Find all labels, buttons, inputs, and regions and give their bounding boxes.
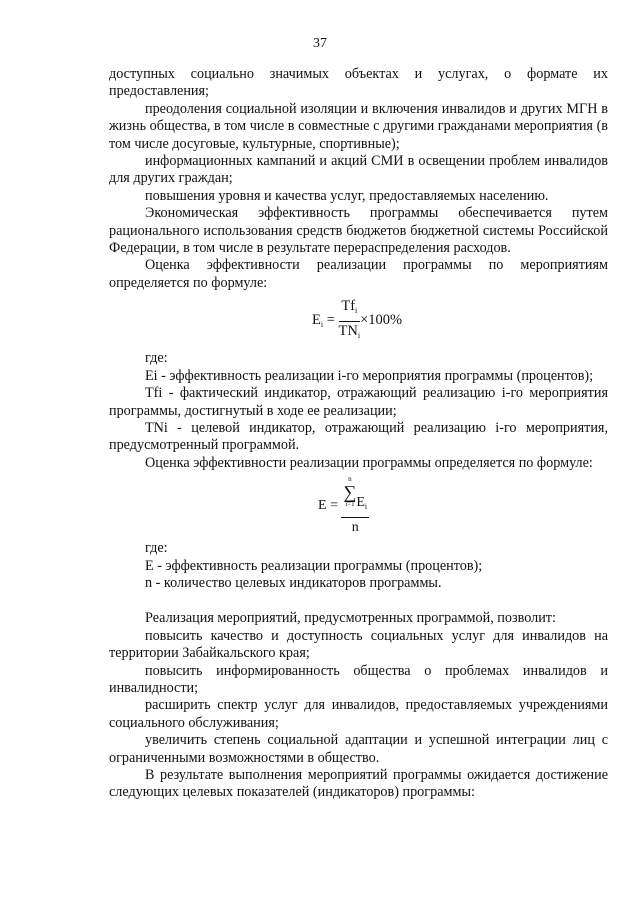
paragraph: Ei - эффективность реализации i-го мероприятия программы (процентов); [145,367,594,384]
body-text [109,66,608,802]
paragraph: где: [145,350,168,367]
formula-eq: = [326,312,335,329]
paragraph: где: [145,540,168,557]
formula-tail: ×100% [360,312,403,329]
paragraph: Экономическая эффективность программы обеспечивается путем рационального использования средств бюджетов бюджетной системы Российской Федерации, в том числе в результате перераспределения расходов. [109,205,608,257]
numerator-sub: i [355,306,358,316]
paragraph-group-b [109,350,608,472]
formula-fraction [339,298,361,344]
paragraph: информационных кампаний и акций СМИ в освещении проблем инвалидов для других граждан; [109,153,608,187]
paragraph: увеличить степень социальной адаптации и успешной интеграции лиц с ограниченными возможностями в общество. [109,732,608,766]
formula-lhs: E [312,312,321,329]
denominator-sub: i [357,330,361,340]
paragraph: E - эффективность реализации программы (процентов); [145,557,483,574]
formula2-lhs: E [318,498,327,514]
formula-numerator [339,298,361,321]
formula-item-expression [312,298,402,344]
formula2-fraction [341,476,369,536]
numerator-text: Tf [341,298,356,315]
formula-denominator [339,322,361,344]
paragraph: n - количество целевых индикаторов программы. [145,574,442,591]
paragraph: доступных социально значимых объектах и услугах, о формате их предоставления; [109,66,608,100]
sum-upper-limit: n [348,475,352,484]
sum-lower-limit: i=1 [345,500,355,509]
efficiency-formula-total [109,472,608,540]
efficiency-formula-item [109,292,608,350]
paragraph: расширить спектр услуг для инвалидов, предоставляемых учреждениями социального обслуживания; [109,697,608,731]
paragraph: В результате выполнения мероприятий программы ожидается достижение следующих целевых показателей (индикаторов) программы: [109,767,608,801]
paragraph-group-d [109,610,608,801]
paragraph: Tfi - фактический индикатор, отражающий реализацию i-го мероприятия программы, достигнутый в ходе ее реализации; [109,385,608,419]
paragraph-group-a [109,66,608,292]
paragraph: TNi - целевой индикатор, отражающий реализацию i-го мероприятия, предусмотренный программой. [109,419,608,454]
paragraph: повысить качество и доступность социальных услуг для инвалидов на территории Забайкальского края; [109,627,608,662]
formula2-eq: = [330,498,338,514]
paragraph: Оценка эффективности реализации программы определяется по формуле: [145,454,593,471]
paragraph: повышения уровня и качества услуг, предоставляемых населению. [145,187,549,204]
paragraph: преодоления социальной изоляции и включения инвалидов и других МГН в жизнь общества, в том числе в совместные с другими гражданами мероприятия (в том числе досуговые, культурные, спортивные); [109,100,608,152]
paragraph-group-c [109,540,608,592]
paragraph: Оценка эффективности реализации программы по мероприятиям определяется по формуле: [109,257,608,291]
formula2-numerator [341,476,369,517]
paragraph: повысить информированность общества о проблемах инвалидов и инвалидности; [109,662,608,696]
sum-term-sub: i [364,502,368,512]
formula-lhs-sub: i [320,320,324,330]
denominator-text: TN [338,322,358,339]
sum-operator [343,476,356,508]
blank-line [109,592,608,610]
formula2-denominator: n [351,519,359,535]
page-number: 37 [313,36,327,51]
sigma-symbol: ∑ [343,482,357,503]
paragraph: Реализация мероприятий, предусмотренных программой, позволит: [145,610,556,627]
sum-term: E [356,495,365,511]
formula-total-expression [318,476,369,536]
